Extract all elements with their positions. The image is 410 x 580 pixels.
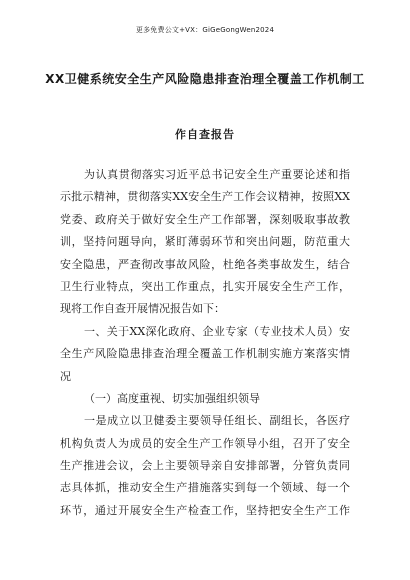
subsection-heading: （一）高度重视、切实加强组织领导 <box>84 391 260 405</box>
document-title: XX卫健系统安全生产风险隐患排查治理全覆盖工作机制工 <box>45 72 365 86</box>
document-subtitle: 作自查报告 <box>175 128 235 141</box>
body-line: 一是成立以卫健委主要领导任组长、副组长，各医疗 <box>84 414 350 428</box>
section-heading-line: 况 <box>60 369 71 383</box>
body-line: 安全隐患，严查彻改事故风险，杜绝各类事故发生，结合 <box>60 257 350 271</box>
document-body <box>60 164 350 522</box>
body-line: 现将工作自查开展情况报告如下： <box>60 302 225 316</box>
body-line: 卫生行业特点，突出工作重点，扎实开展安全生产工作， <box>60 279 350 293</box>
body-line: 环节，通过开展安全生产检查工作，坚持把安全生产工作 <box>60 503 350 517</box>
section-heading-line: 全生产风险隐患排查治理全覆盖工作机制实施方案落实情 <box>60 347 350 361</box>
body-line: 示批示精神，贯彻落实XX安全生产工作会议精神，按照XX <box>60 190 350 204</box>
body-line: 训，坚持问题导向，紧盯薄弱环节和突出问题，防范重大 <box>60 235 350 249</box>
body-line: 生产推进会议，会上主要领导亲自安排部署，分管负责同 <box>60 459 350 473</box>
body-line: 党委、政府关于做好安全生产工作部署，深刻吸取事故教 <box>60 212 350 226</box>
body-line: 机构负责人为成员的安全生产工作领导小组，召开了安全 <box>60 436 350 450</box>
body-line: 志具体抓，推动安全生产措施落实到每一个领域、每一个 <box>60 481 350 495</box>
section-heading-line: 一、关于XX深化政府、企业专家（专业技术人员）安 <box>84 324 350 338</box>
body-line: 为认真贯彻落实习近平总书记安全生产重要论述和指 <box>84 168 350 181</box>
header-note: 更多免费公文+VX：GiGeGongWen2024 <box>135 26 275 34</box>
